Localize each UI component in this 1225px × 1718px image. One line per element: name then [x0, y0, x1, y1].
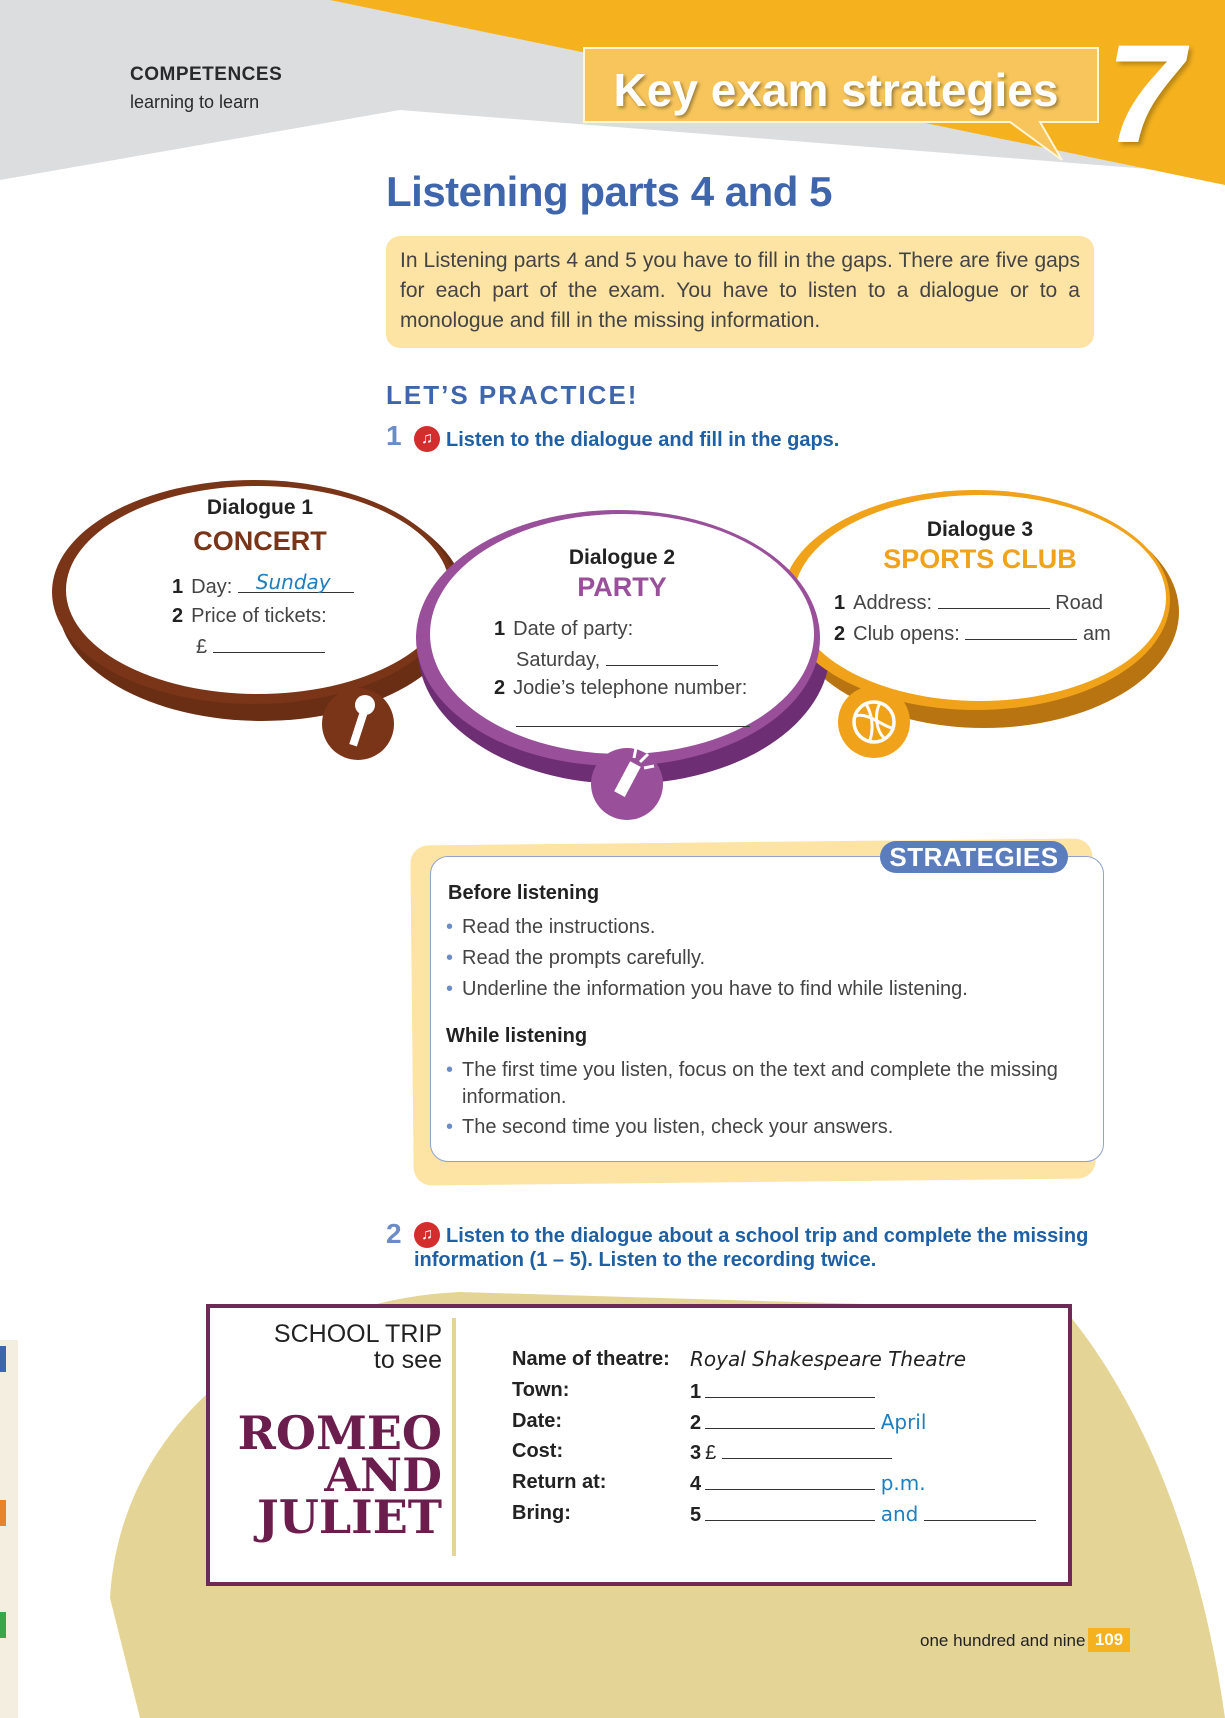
item-number: 1 — [494, 618, 506, 640]
practice-title: LET’S PRACTICE! — [386, 380, 639, 410]
item-suffix: Road — [1055, 592, 1103, 614]
theatre-answer: Royal Shakespeare Theatre — [690, 1347, 967, 1371]
exercise1-instruction: Listen to the dialogue and fill in the gaps. — [446, 429, 840, 451]
row-cost: 3 £ — [690, 1440, 892, 1465]
row-return: 4 p.m. — [690, 1471, 926, 1495]
play-title-line1: ROMEO — [237, 1406, 442, 1460]
answer-blank[interactable] — [924, 1502, 1036, 1521]
dialogue3-item2 — [834, 621, 1111, 646]
edge-strip — [0, 1340, 18, 1718]
page-number: 109 — [1088, 1628, 1130, 1652]
edge-tab-blue — [0, 1346, 6, 1372]
before-bullet-2: • Read the prompts carefully. — [446, 947, 706, 969]
exercise2-number: 2 — [386, 1218, 402, 1249]
row-town: 1 — [690, 1379, 875, 1404]
dialogue3-item1 — [834, 590, 1103, 615]
audio-icon[interactable]: ♫ — [414, 426, 440, 452]
before-listening-heading: Before listening — [448, 882, 600, 904]
item-number: 2 — [494, 677, 506, 699]
section-title: Listening parts 4 and 5 — [386, 168, 832, 215]
dialogue1-item1 — [172, 570, 354, 599]
answer-blank[interactable] — [938, 590, 1050, 609]
card-divider — [452, 1318, 456, 1556]
card-title-line2: to see — [373, 1346, 442, 1374]
item-text: Price of tickets: — [191, 605, 327, 627]
item-number: 2 — [834, 623, 846, 645]
bring-suffix: and — [880, 1502, 919, 1526]
answer-blank[interactable] — [705, 1471, 875, 1490]
edge-tab-orange — [0, 1500, 6, 1526]
answer-blank[interactable] — [516, 708, 750, 727]
answer-blank[interactable] — [705, 1502, 875, 1521]
dialogue2-item1-line2 — [516, 647, 718, 672]
dialogue2-item2 — [494, 677, 747, 700]
while-listening-heading: While listening — [446, 1025, 588, 1047]
card-title-line1: SCHOOL TRIP — [273, 1320, 442, 1348]
item-number: 1 — [834, 592, 846, 614]
while-bullet-1: • The first time you listen, focus on the text and complete the missing information. — [446, 1059, 1058, 1108]
row-date: 2 April — [690, 1410, 927, 1434]
play-title-line3: JULIET — [256, 1490, 442, 1544]
item-text: Address: — [853, 592, 933, 614]
microphone-icon — [322, 688, 394, 760]
while-bullet-2: • The second time you listen, check your answers. — [446, 1116, 894, 1138]
edge-tab-green — [0, 1612, 6, 1638]
dialogue1-item2-line2 — [196, 634, 325, 659]
page-number-words: one hundred and nine — [920, 1631, 1086, 1650]
dialogue2-item1 — [494, 618, 633, 641]
play-title-line2: AND — [324, 1448, 442, 1502]
exercise2-instruction-line2: information (1 – 5). Listen to the recording twice. — [414, 1249, 877, 1271]
row-label-bring: Bring: — [512, 1502, 571, 1524]
strategies-tab: STRATEGIES — [880, 841, 1068, 873]
item-text-line2: Saturday, — [516, 649, 601, 671]
item-text: Day: — [191, 576, 233, 598]
before-bullet-3: • Underline the information you have to find while listening. — [446, 978, 968, 1000]
dialogue2-topic: PARTY — [577, 572, 667, 602]
date-suffix: April — [880, 1410, 927, 1434]
answer-blank[interactable] — [606, 647, 718, 666]
intro-text: In Listening parts 4 and 5 you have to fill in the gaps. There are five gaps for each part of the exam. You have to listen to a dialogue or to a monologue and fill in the missing information. — [400, 249, 1080, 332]
item-number: 2 — [172, 605, 184, 627]
currency-symbol: £ — [196, 636, 208, 658]
item-text: Club opens: — [853, 623, 960, 645]
dialogue1-topic: CONCERT — [193, 526, 327, 556]
answer-handwritten: Sunday — [255, 570, 331, 594]
dialogue3-label: Dialogue 3 — [926, 518, 1034, 541]
dialogue1-item2 — [172, 605, 327, 628]
currency-symbol: £ — [705, 1442, 717, 1464]
dialogue2-label: Dialogue 2 — [568, 546, 676, 569]
item-suffix: am — [1083, 623, 1111, 645]
item-text: Jodie’s telephone number: — [513, 677, 748, 699]
competences-sub: learning to learn — [130, 92, 260, 112]
exercise1-number: 1 — [386, 420, 402, 451]
unit-number: 7 — [1106, 15, 1184, 172]
item-text: Date of party: — [513, 618, 634, 640]
row-bring: 5 and — [690, 1502, 1036, 1527]
row-label-cost: Cost: — [512, 1440, 564, 1462]
answer-blank[interactable] — [705, 1410, 875, 1429]
row-label-return: Return at: — [512, 1471, 607, 1493]
return-suffix: p.m. — [880, 1471, 926, 1495]
answer-blank[interactable] — [722, 1440, 892, 1459]
basketball-icon — [838, 686, 910, 758]
answer-blank[interactable] — [965, 621, 1077, 640]
dialogue2-item2-line2 — [516, 708, 750, 733]
competences-label: COMPETENCES — [130, 64, 283, 85]
exercise2-instruction-line1: Listen to the dialogue about a school trip and complete the missing — [446, 1225, 1089, 1247]
row-label-date: Date: — [512, 1410, 563, 1432]
answer-blank[interactable] — [213, 634, 325, 653]
firework-icon — [591, 748, 663, 820]
answer-blank[interactable] — [705, 1379, 875, 1398]
row-label-theatre: Name of theatre: — [512, 1348, 670, 1370]
answer-blank[interactable] — [238, 570, 354, 594]
dialogue3-topic: SPORTS CLUB — [883, 544, 1077, 574]
banner-title: Key exam strategies — [613, 64, 1059, 116]
dialogue1-label: Dialogue 1 — [206, 496, 314, 519]
audio-icon[interactable]: ♫ — [414, 1222, 440, 1248]
before-bullet-1: • Read the instructions. — [446, 916, 656, 938]
row-label-town: Town: — [512, 1379, 570, 1401]
item-number: 1 — [172, 576, 184, 598]
